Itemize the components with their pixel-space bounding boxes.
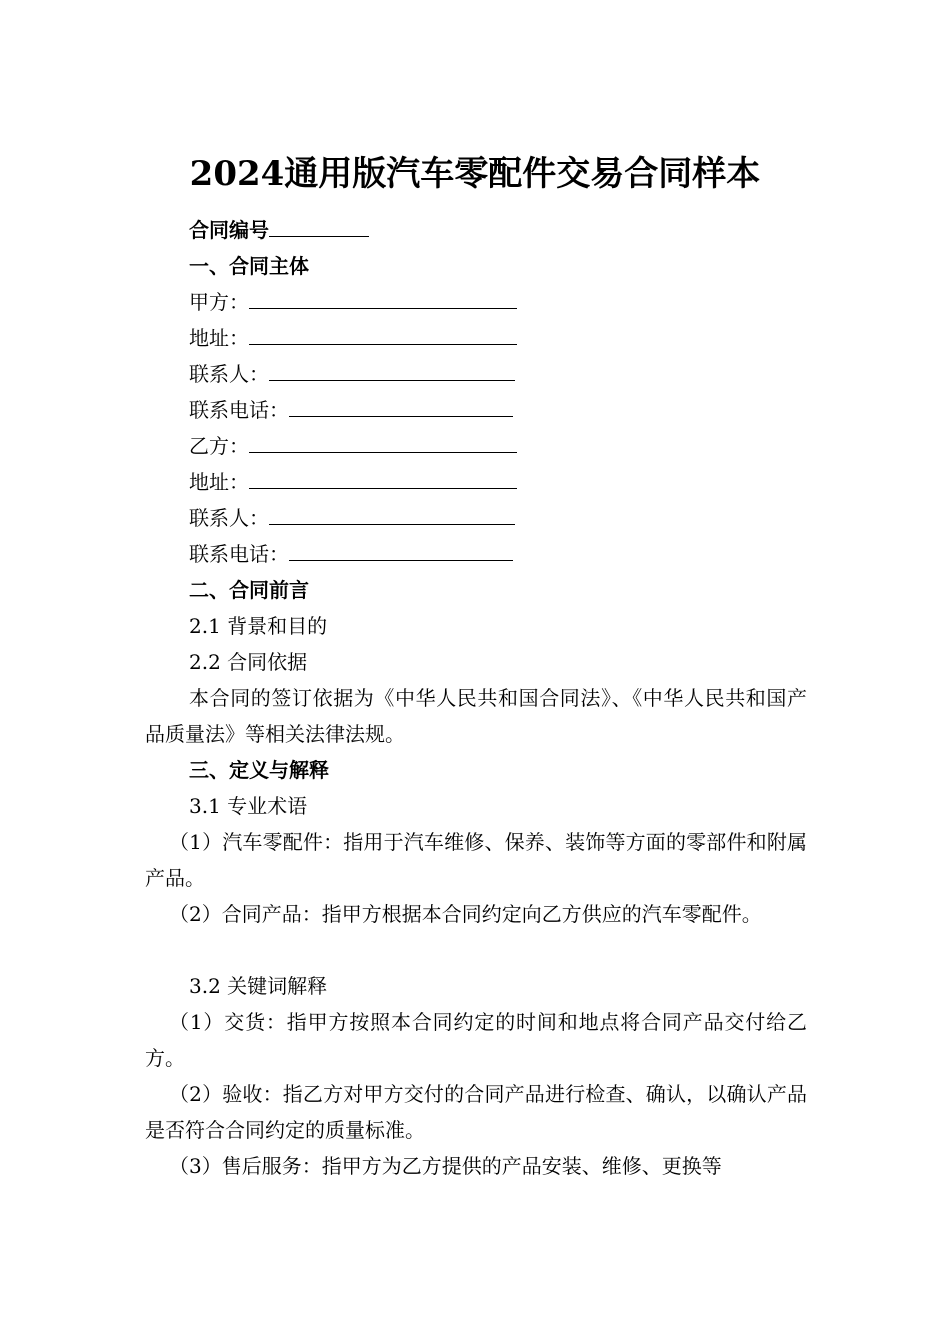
- party-a-phone-blank[interactable]: [289, 394, 513, 417]
- party-b-contact-blank[interactable]: [269, 502, 515, 525]
- section1-heading: 一、合同主体: [189, 254, 309, 278]
- term2-paragraph: （2）合同产品：指甲方根据本合同约定向乙方供应的汽车零配件。: [169, 902, 762, 926]
- section2-heading: 二、合同前言: [189, 578, 309, 602]
- document-title: 2024通用版汽车零配件交易合同样本: [189, 154, 761, 194]
- field-label: 甲方：: [189, 290, 249, 314]
- field-label: 联系人：: [189, 506, 269, 530]
- party-a-contact-line: [189, 356, 515, 392]
- key1-paragraph: （1）交货：指甲方按照本合同约定的时间和地点将合同产品交付给乙方。: [145, 1010, 807, 1070]
- field-label: 地址：: [189, 326, 249, 350]
- party-a-name-line: [189, 284, 517, 320]
- field-label: 联系人：: [189, 362, 269, 386]
- field-label: 地址：: [189, 470, 249, 494]
- section3-item1: 3.1 专业术语: [189, 794, 308, 818]
- section3-heading: 三、定义与解释: [189, 758, 329, 782]
- contract-number-label: 合同编号: [189, 218, 269, 242]
- field-label: 联系电话：: [189, 398, 289, 422]
- contract-number-line: [189, 212, 369, 248]
- party-a-contact-blank[interactable]: [269, 358, 515, 381]
- party-b-address-blank[interactable]: [249, 466, 517, 489]
- party-a-address-blank[interactable]: [249, 322, 517, 345]
- party-a-name-blank[interactable]: [249, 286, 517, 309]
- contract-number-blank[interactable]: [269, 214, 369, 237]
- field-label: 乙方：: [189, 434, 249, 458]
- basis-paragraph: 本合同的签订依据为《中华人民共和国合同法》、《中华人民共和国产品质量法》等相关法律法规。: [145, 686, 807, 746]
- party-b-address-line: [189, 464, 517, 500]
- key2-paragraph: （2）验收：指乙方对甲方交付的合同产品进行检查、确认，以确认产品是否符合合同约定的质量标准。: [145, 1082, 807, 1142]
- section2-item2: 2.2 合同依据: [189, 650, 308, 674]
- party-b-phone-line: [189, 536, 513, 572]
- party-a-phone-line: [189, 392, 513, 428]
- key3-paragraph: （3）售后服务：指甲方为乙方提供的产品安装、维修、更换等: [169, 1154, 722, 1178]
- term1-paragraph: （1）汽车零配件：指用于汽车维修、保养、装饰等方面的零部件和附属产品。: [145, 830, 807, 890]
- section2-item1: 2.1 背景和目的: [189, 614, 328, 638]
- party-b-phone-blank[interactable]: [289, 538, 513, 561]
- field-label: 联系电话：: [189, 542, 289, 566]
- party-b-name-line: [189, 428, 517, 464]
- party-b-name-blank[interactable]: [249, 430, 517, 453]
- party-a-address-line: [189, 320, 517, 356]
- party-b-contact-line: [189, 500, 515, 536]
- section3-item2: 3.2 关键词解释: [189, 974, 328, 998]
